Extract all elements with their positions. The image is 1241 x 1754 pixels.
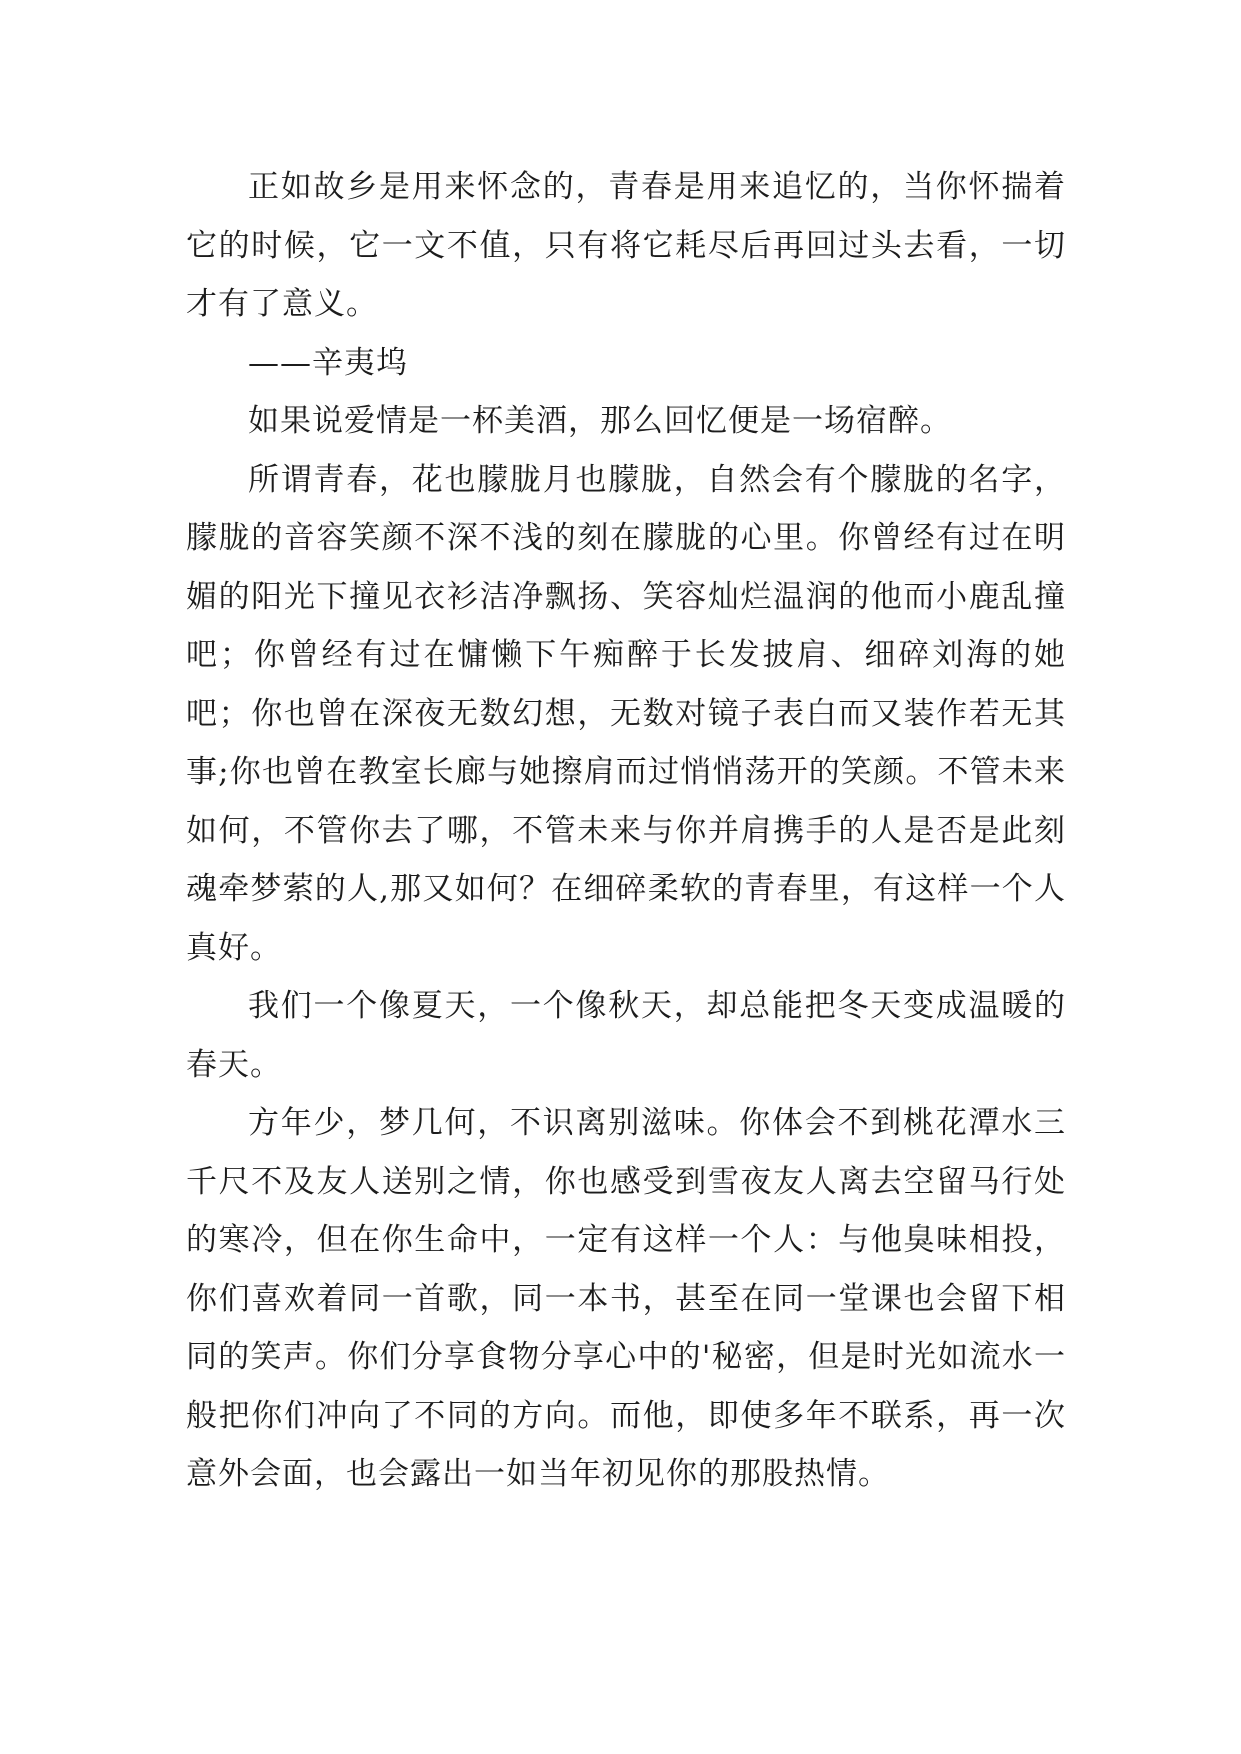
paragraph-summer-autumn: 我们一个像夏天，一个像秋天，却总能把冬天变成温暖的春天。 bbox=[186, 988, 1066, 1083]
paragraph-young-years: 方年少，梦几何，不识离别滋味。你体会不到桃花潭水三千尺不及友人送别之情，你也感受到雪夜友人离去空留马行处的寒冷，但在你生命中，一定有这样一个人：与他臭味相投，你们喜欢着同一首歌，同一本书，甚至在同一堂课也会留下相同的笑声。你们分享食物分享心中的'秘密，但是时光如流水一般把你们冲向了不同的方向。而他，即使多年不联系，再一次意外会面，也会露出一如当年初见你的那股热情。 bbox=[186, 1105, 1066, 1492]
paragraph-hazy-youth: 所谓青春，花也朦胧月也朦胧，自然会有个朦胧的名字，朦胧的音容笑颜不深不浅的刻在朦胧的心里。你曾经有过在明媚的阳光下撞见衣衫洁净飘扬、笑容灿烂温润的他而小鹿乱撞吧；你曾经有过在慵懒下午痴醉于长发披肩、细碎刘海的她吧；你也曾在深夜无数幻想，无数对镜子表白而又装作若无其事;你也曾在教室长廊与她擦肩而过悄悄荡开的笑颜。不管未来如何，不管你去了哪，不管未来与你并肩携手的人是否是此刻魂牵梦萦的人,那又如何？在细碎柔软的青春里，有这样一个人真好。 bbox=[186, 461, 1066, 966]
document-body bbox=[186, 158, 1066, 1504]
paragraph-hometown-youth: 正如故乡是用来怀念的，青春是用来追忆的，当你怀揣着它的时候，它一文不值，只有将它耗尽后再回过头去看，一切才有了意义。 bbox=[186, 169, 1066, 322]
quote-attribution: ——辛夷坞 bbox=[248, 344, 408, 381]
paragraph-love-wine: 如果说爱情是一杯美酒，那么回忆便是一场宿醉。 bbox=[248, 403, 952, 439]
